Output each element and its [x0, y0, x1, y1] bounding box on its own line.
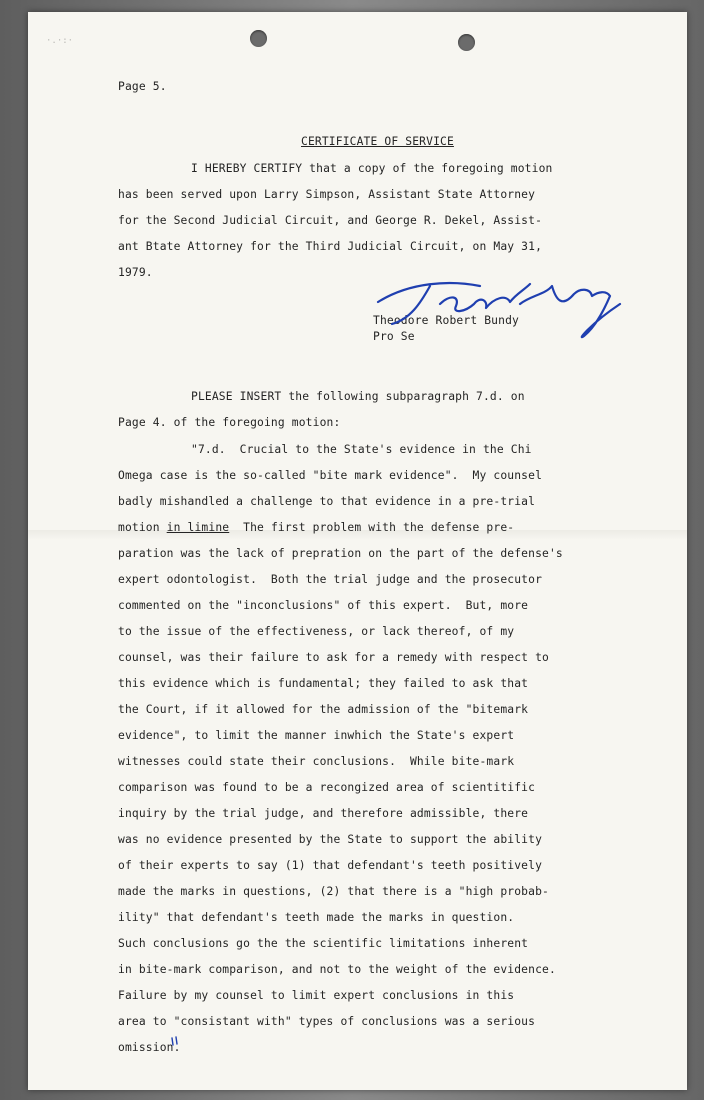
paragraph-line: "7.d. Crucial to the State's evidence in the Chi: [191, 443, 532, 456]
document-page: [28, 12, 687, 1090]
paragraph-line: Failure by my counsel to limit expert conclusions in this: [118, 989, 515, 1002]
paragraph-line: expert odontologist. Both the trial judge and the prosecutor: [118, 573, 543, 586]
paragraph-line: made the marks in questions, (2) that there is a "high probab-: [118, 885, 549, 898]
paragraph-line: comparison was found to be a recongized area of scientitific: [118, 781, 536, 794]
paragraph-line: in bite-mark comparison, and not to the weight of the evidence.: [118, 963, 556, 976]
certificate-title: CERTIFICATE OF SERVICE: [301, 135, 454, 148]
paragraph-line: witnesses could state their conclusions. While bite-mark: [118, 755, 515, 768]
paragraph-line: Omega case is the so-called "bite mark evidence". My counsel: [118, 469, 543, 482]
certificate-line: I HEREBY CERTIFY that a copy of the foregoing motion: [191, 162, 553, 175]
paragraph-line: evidence", to limit the manner inwhich the State's expert: [118, 729, 515, 742]
paragraph-line: of their experts to say (1) that defendant's teeth positively: [118, 859, 543, 872]
paragraph-line: inquiry by the trial judge, and therefore admissible, there: [118, 807, 529, 820]
insert-line: PLEASE INSERT the following subparagraph 7.d. on: [191, 390, 525, 403]
paragraph-line: badly mishandled a challenge to that evidence in a pre-trial: [118, 495, 536, 508]
paragraph-line: paration was the lack of prepration on the part of the defense's: [118, 547, 563, 560]
paragraph-line: area to "consistant with" types of conclusions was a serious: [118, 1015, 536, 1028]
certificate-line: has been served upon Larry Simpson, Assistant State Attorney: [118, 188, 536, 201]
paragraph-line: the Court, if it allowed for the admission of the "bitemark: [118, 703, 529, 716]
ink-tick-mark: [170, 1036, 180, 1052]
certificate-line: 1979.: [118, 266, 153, 279]
certificate-line: ant Btate Attorney for the Third Judicial Circuit, on May 31,: [118, 240, 543, 253]
signer-role: Pro Se: [373, 330, 415, 343]
document-text: [28, 12, 687, 1090]
paragraph-line: ility" that defendant's teeth made the marks in question.: [118, 911, 515, 924]
paragraph-line: was no evidence presented by the State to support the ability: [118, 833, 543, 846]
signature: [370, 274, 630, 344]
paragraph-line: commented on the "inconclusions" of this expert. But, more: [118, 599, 529, 612]
paragraph-line: counsel, was their failure to ask for a remedy with respect to: [118, 651, 549, 664]
paragraph-line: to the issue of the effectiveness, or lack thereof, of my: [118, 625, 515, 638]
page-label: Page 5.: [118, 80, 167, 93]
paragraph-line-in-limine: [118, 521, 514, 534]
insert-line: Page 4. of the foregoing motion:: [118, 416, 341, 429]
corner-smudge: ·.·:·: [46, 36, 74, 46]
motion-suffix: The first problem with the defense pre-: [229, 521, 515, 534]
paragraph-line: omission.: [118, 1041, 181, 1054]
paragraph-line: Such conclusions go the the scientific limitations inherent: [118, 937, 529, 950]
motion-prefix: motion: [118, 521, 167, 534]
in-limine-text: in limine: [166, 521, 230, 534]
signer-name: Theodore Robert Bundy: [373, 314, 519, 327]
certificate-line: for the Second Judicial Circuit, and George R. Dekel, Assist-: [118, 214, 543, 227]
paragraph-line: this evidence which is fundamental; they failed to ask that: [118, 677, 529, 690]
